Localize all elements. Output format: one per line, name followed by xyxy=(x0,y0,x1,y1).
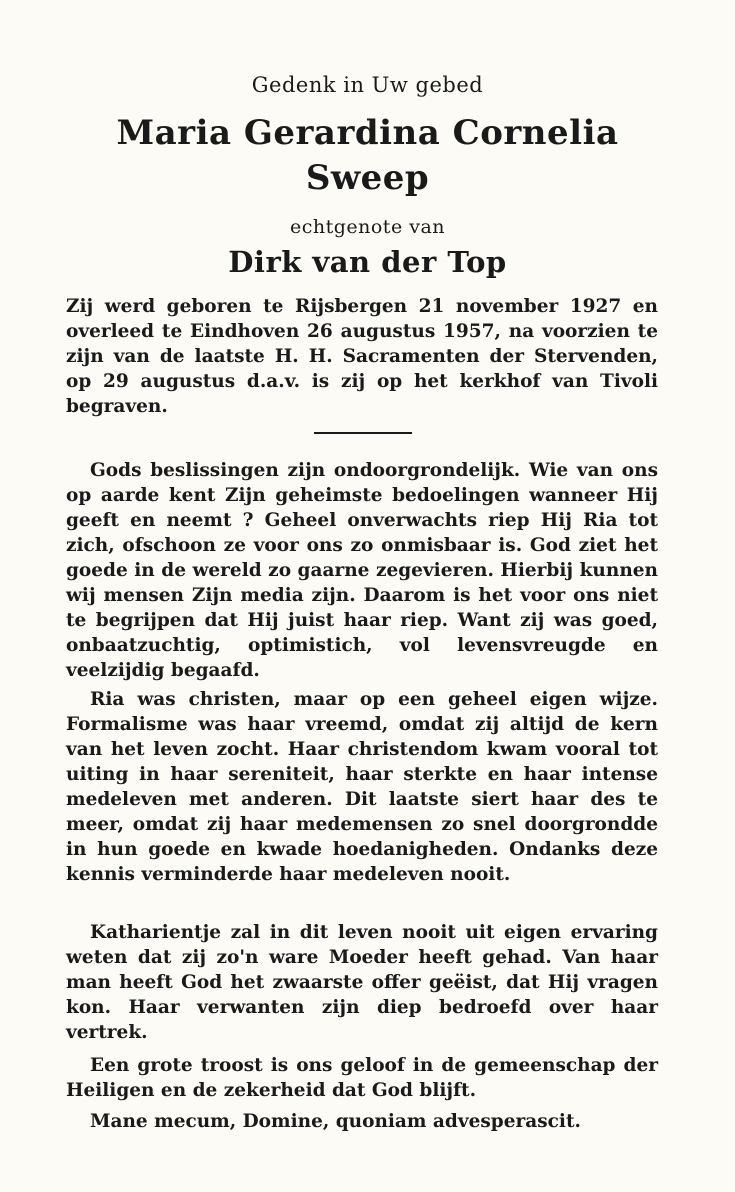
deceased-name-line1: Maria Gerardina Cornelia xyxy=(116,113,619,153)
closing-prayer: Mane mecum, Domine, quoniam advesperascit. xyxy=(90,1111,581,1132)
text-paragraph: Gods beslissingen zijn ondoorgrondelijk. Wie van ons op aarde kent Zijn geheimste bedoelingen wanneer Hij geeft en neemt ? Geheel onverwachts riep Hij Ria tot zich, ofschoon ze voor ons zo onmisbaar is. God ziet het goede in de wereld zo gaarne zegevieren. Hierbij kunnen wij mensen Zijn media zijn. Daarom is het voor ons niet te begrijpen dat Hij juist haar riep. Want zij was goed, onbaatzuchtig, optimistich, vol levensvreugde en veelzijdig begaafd. xyxy=(66,460,658,681)
divider xyxy=(314,432,412,434)
deceased-name-line2: Sweep xyxy=(305,158,430,198)
text-paragraph: Katharientje zal in dit leven nooit uit eigen ervaring weten dat zij zo'n ware Moeder heeft gehad. Van haar man heeft God het zwaarste offer geëist, dat Hij vragen kon. Haar verwanten zijn diep bedroefd over haar vertrek. xyxy=(66,922,658,1043)
intro-line: Gedenk in Uw gebed xyxy=(251,73,484,97)
spouse-name: Dirk van der Top xyxy=(228,245,507,279)
biography-paragraph: Zij werd geboren te Rijsbergen 21 november 1927 en overleed te Eindhoven 26 augustus 1957, na voorzien te zijn van de laatste H. H. Sacramenten der Stervenden, op 29 augustus d.a.v. is zij op het kerkhof van Tivoli begraven. xyxy=(66,296,658,417)
text-paragraph: Een grote troost is ons geloof in de gemeenschap der Heiligen en de zekerheid dat God blijft. xyxy=(66,1055,658,1101)
spouse-label: echtgenote van xyxy=(289,216,446,238)
text-paragraph: Ria was christen, maar op een geheel eigen wijze. Formalisme was haar vreemd, omdat zij altijd de kern van het leven zocht. Haar christendom kwam vooral tot uiting in haar sereniteit, haar sterkte en haar intense medeleven met anderen. Dit laatste siert haar des te meer, omdat zij haar medemensen zo snel doorgrondde in hun goede en kwade hoedanigheden. Ondanks deze kennis verminderde haar medeleven nooit. xyxy=(66,689,658,885)
